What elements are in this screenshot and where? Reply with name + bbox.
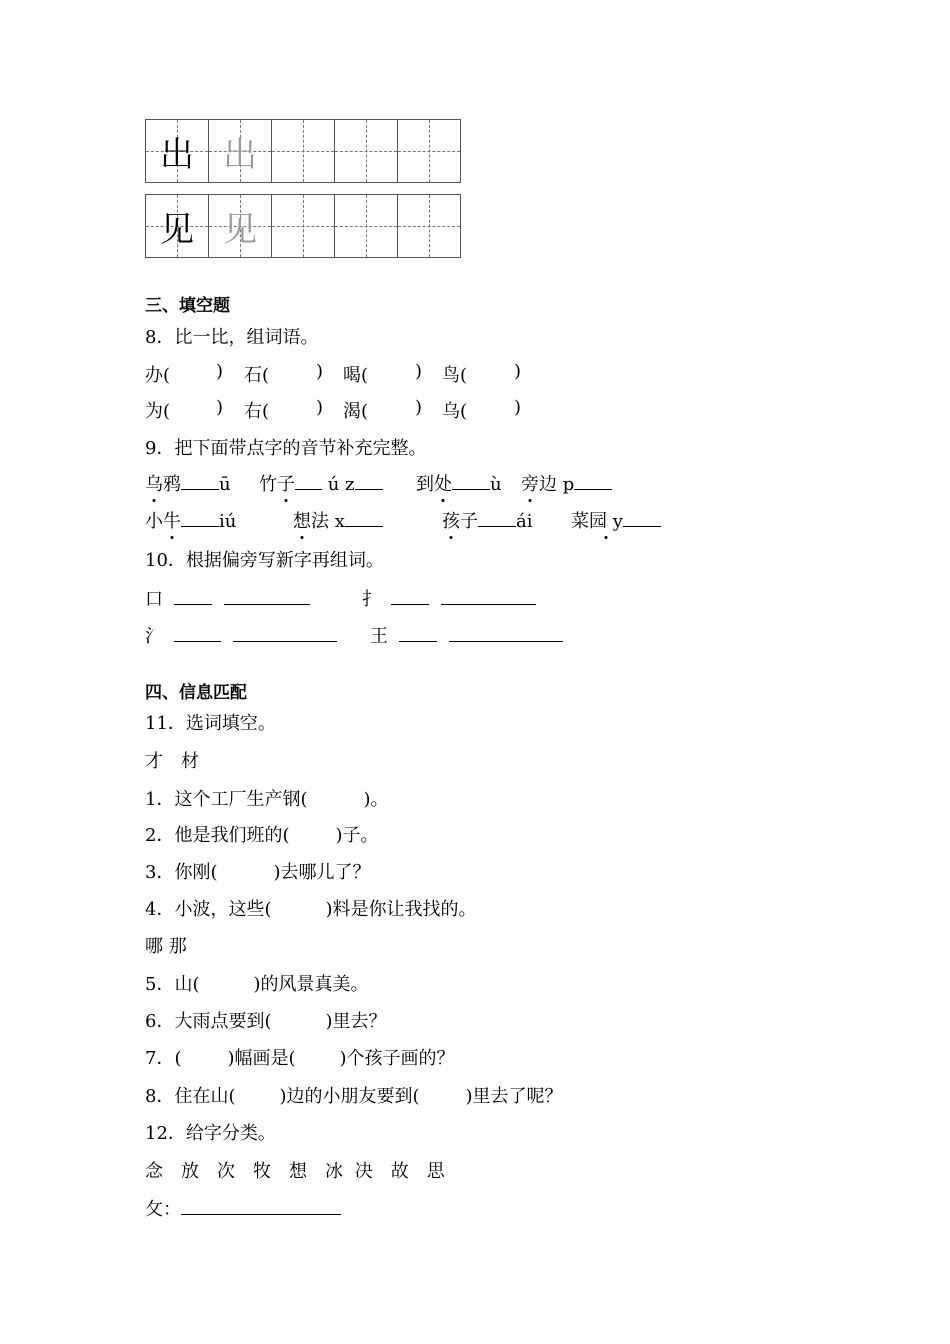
q12-chars: 念 放 次 牧 想 冰 决 故 思 bbox=[145, 1161, 445, 1182]
pinyin-fragment: ù bbox=[490, 474, 502, 495]
q8-r2-close-2[interactable]: ) bbox=[316, 397, 324, 418]
q8-r1-open-4: 鸟( bbox=[442, 365, 468, 386]
category-label: 攵： bbox=[145, 1199, 181, 1220]
q10-radical-3 bbox=[145, 622, 337, 648]
word-char: 小 bbox=[145, 511, 163, 532]
answer-blank[interactable] bbox=[574, 473, 612, 490]
q11-sentence-3 bbox=[145, 858, 371, 884]
q9-prompt: 9．把下面带点字的音节补充完整。 bbox=[145, 438, 427, 459]
q10-radical-2 bbox=[362, 585, 536, 611]
grid-trace-char: 出 bbox=[223, 134, 257, 175]
word-char: 到 bbox=[416, 474, 434, 495]
q8-r1-open-3: 喝( bbox=[343, 365, 369, 386]
sentence-text: )。 bbox=[363, 789, 389, 810]
q12-prompt: 12．给字分类。 bbox=[145, 1123, 276, 1144]
answer-blank[interactable] bbox=[452, 473, 490, 490]
sentence-text: 7．( bbox=[145, 1048, 182, 1069]
sentence-text: 6．大雨点要到( bbox=[145, 1011, 272, 1032]
answer-blank[interactable] bbox=[345, 510, 383, 527]
q11-sentence-5 bbox=[145, 970, 369, 996]
grid-cell bbox=[208, 194, 272, 258]
q11-sentence-8 bbox=[145, 1082, 563, 1108]
q8-r1-close-3[interactable]: ) bbox=[415, 361, 423, 382]
grid-trace-char: 见 bbox=[223, 209, 257, 250]
pinyin-fragment: ū bbox=[219, 474, 231, 495]
q9-r1-word-c bbox=[416, 470, 502, 496]
sentence-text: 4．小波，这些( bbox=[145, 899, 272, 920]
grid-cell bbox=[145, 194, 209, 258]
grid-cell bbox=[145, 119, 209, 183]
answer-blank[interactable] bbox=[295, 473, 322, 490]
q11-sentence-7 bbox=[145, 1044, 455, 1070]
word-char: 子 bbox=[460, 511, 478, 532]
q12-answer-row bbox=[145, 1195, 341, 1221]
grid-char: 出 bbox=[160, 134, 194, 175]
q8-r2-open-1: 为( bbox=[145, 401, 171, 422]
word-blank[interactable] bbox=[449, 625, 563, 642]
q8-prompt: 8．比一比，组词语。 bbox=[145, 327, 319, 348]
radical: 王 bbox=[370, 626, 388, 647]
q8-r1-close-4[interactable]: ) bbox=[514, 361, 522, 382]
q10-radical-4 bbox=[370, 622, 563, 648]
word-blank[interactable] bbox=[224, 588, 310, 605]
answer-blank[interactable] bbox=[355, 473, 383, 490]
dotted-char: 子 bbox=[277, 470, 295, 496]
dotted-char: 乌 bbox=[145, 470, 163, 496]
section-3-title: 三、填空题 bbox=[145, 296, 230, 316]
word-char: 鸦 bbox=[163, 474, 181, 495]
q11-sentence-6 bbox=[145, 1007, 387, 1033]
grid-cell-empty[interactable] bbox=[397, 119, 461, 183]
q11-word-group-2: 哪 那 bbox=[145, 936, 187, 957]
sentence-text: 8．住在山( bbox=[145, 1086, 236, 1107]
answer-blank[interactable] bbox=[623, 510, 661, 527]
dotted-char: 处 bbox=[434, 470, 452, 496]
answer-blank[interactable] bbox=[181, 1198, 341, 1215]
answer-blank[interactable] bbox=[478, 510, 516, 527]
char-blank[interactable] bbox=[391, 588, 429, 605]
grid-cell-empty[interactable] bbox=[271, 194, 335, 258]
q10-prompt: 10．根据偏旁写新字再组词。 bbox=[145, 550, 384, 571]
char-blank[interactable] bbox=[174, 625, 221, 642]
word-char: 法 x bbox=[311, 511, 345, 532]
writing-grid-row-2 bbox=[145, 194, 460, 258]
word-char: 菜 bbox=[571, 511, 589, 532]
q8-r1-close-2[interactable]: ) bbox=[316, 361, 324, 382]
sentence-text: )个孩子画的？ bbox=[339, 1048, 455, 1069]
grid-char: 见 bbox=[160, 209, 194, 250]
q8-r2-open-3: 渴( bbox=[343, 401, 369, 422]
section-4-title: 四、信息匹配 bbox=[145, 683, 247, 703]
q8-r2-close-4[interactable]: ) bbox=[514, 397, 522, 418]
radical: 口 bbox=[145, 589, 163, 610]
q9-r1-word-d bbox=[521, 470, 612, 496]
q8-r1-close-1[interactable]: ) bbox=[216, 361, 224, 382]
pinyin-fragment: iú bbox=[219, 511, 237, 532]
q11-sentence-4 bbox=[145, 895, 477, 921]
q9-r2-word-b bbox=[293, 507, 383, 533]
q9-r2-word-a bbox=[145, 507, 236, 533]
q9-r1-word-a bbox=[145, 470, 231, 496]
sentence-text: )里去？ bbox=[325, 1011, 387, 1032]
q8-r1-open-1: 办( bbox=[145, 365, 171, 386]
q9-r1-word-b bbox=[259, 470, 383, 496]
q9-r2-word-d bbox=[571, 507, 661, 533]
answer-blank[interactable] bbox=[181, 473, 219, 490]
q8-r2-close-3[interactable]: ) bbox=[415, 397, 423, 418]
q10-radical-1 bbox=[145, 585, 310, 611]
dotted-char: 园 y bbox=[589, 507, 623, 533]
sentence-text: )的风景真美。 bbox=[253, 974, 369, 995]
char-blank[interactable] bbox=[174, 588, 212, 605]
dotted-char: 牛 bbox=[163, 507, 181, 533]
grid-cell-empty[interactable] bbox=[397, 194, 461, 258]
sentence-text: 5．山( bbox=[145, 974, 200, 995]
q11-sentence-2 bbox=[145, 821, 379, 847]
radical: 扌 bbox=[362, 589, 380, 610]
dotted-char: 孩 bbox=[442, 507, 460, 533]
sentence-text: )里去了呢？ bbox=[465, 1086, 563, 1107]
grid-cell-empty[interactable] bbox=[334, 194, 398, 258]
q9-r2-word-c bbox=[442, 507, 533, 533]
q8-r2-open-4: 乌( bbox=[442, 401, 468, 422]
dotted-char: 想 bbox=[293, 507, 311, 533]
sentence-text: )幅画是( bbox=[227, 1048, 296, 1069]
radical: 氵 bbox=[145, 626, 163, 647]
sentence-text: )边的小朋友要到( bbox=[279, 1086, 420, 1107]
writing-grid-row-1 bbox=[145, 119, 460, 183]
q11-sentence-1 bbox=[145, 785, 389, 811]
sentence-text: 3．你刚( bbox=[145, 862, 218, 883]
sentence-text: )子。 bbox=[335, 825, 379, 846]
grid-cell-empty[interactable] bbox=[334, 119, 398, 183]
word-blank[interactable] bbox=[233, 625, 337, 642]
q8-r1-open-2: 石( bbox=[244, 365, 270, 386]
q8-r2-close-1[interactable]: ) bbox=[216, 397, 224, 418]
pinyin-fragment: ái bbox=[516, 511, 533, 532]
answer-blank[interactable] bbox=[181, 510, 219, 527]
pinyin-fragment: ú z bbox=[327, 474, 355, 495]
word-char: 边 p bbox=[539, 474, 575, 495]
grid-cell bbox=[208, 119, 272, 183]
q11-prompt: 11．选词填空。 bbox=[145, 713, 276, 734]
q8-r2-open-2: 右( bbox=[244, 401, 270, 422]
word-blank[interactable] bbox=[441, 588, 536, 605]
grid-cell-empty[interactable] bbox=[271, 119, 335, 183]
dotted-char: 旁 bbox=[521, 470, 539, 496]
sentence-text: )料是你让我找的。 bbox=[325, 899, 477, 920]
sentence-text: 1．这个工厂生产钢( bbox=[145, 789, 308, 810]
sentence-text: 2．他是我们班的( bbox=[145, 825, 290, 846]
word-char: 竹 bbox=[259, 474, 277, 495]
char-blank[interactable] bbox=[399, 625, 437, 642]
sentence-text: )去哪儿了？ bbox=[273, 862, 371, 883]
q11-word-group-1: 才 材 bbox=[145, 751, 199, 772]
